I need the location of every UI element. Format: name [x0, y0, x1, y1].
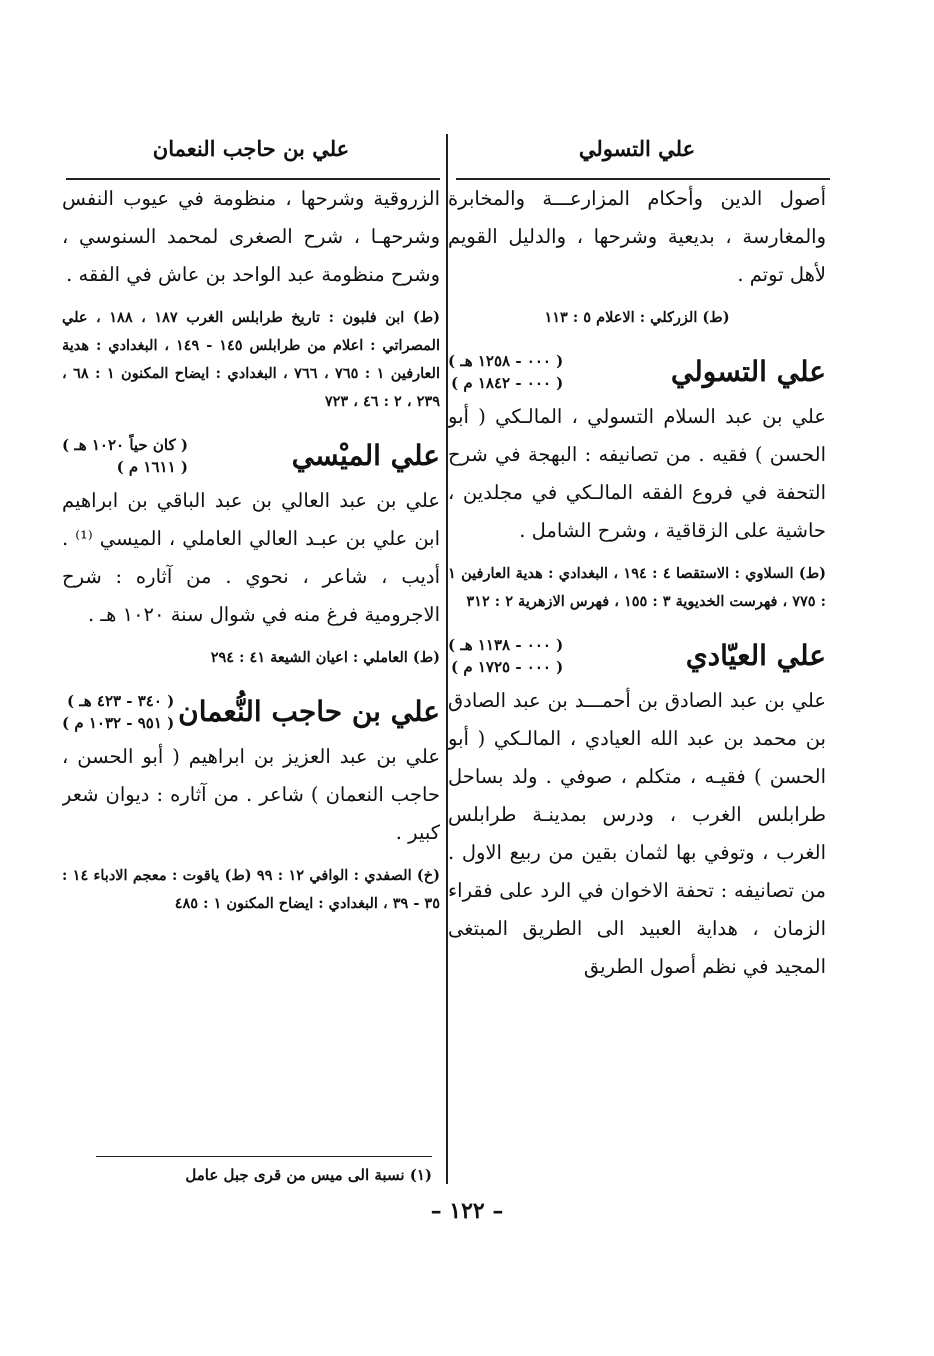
footnote: (١) نسبة الى ميس من قرى جبل عامل — [185, 1166, 432, 1184]
gregorian-date: ( ٠٠٠ - ١٧٢٥ م ) — [451, 658, 564, 676]
entry-text: علي بن عبد الصادق بن أحمـــد بن عبد الصادق بن محمد بن عبد الله العيادي ، المالـكي ( أبو الحسن ) فقيـه ، متكلم ، صوفي . ولد بساحل طرابلس الغرب ، ودرس بمدينـة طرابلس الغرب ، وتوفي بها لثمان بقين من ربيع الاول . من تصانيفه : تحفة الاخوان في الرد على فقراء الزمان ، هداية العبيد الى الطريق المبتغى المجيد في نظم أصول الطريق — [448, 689, 826, 978]
left-running-header: علي بن حاجب النعمان — [152, 136, 350, 161]
entry-name: علي الميْسي — [291, 439, 440, 472]
entry-name: علي بن حاجب النُّعمان — [178, 695, 440, 728]
footnote-rule — [96, 1156, 432, 1157]
hijri-date: ( كان حياً ١٠٢٠ هـ ) — [62, 436, 188, 454]
entry-heading-ayyadi — [448, 634, 826, 678]
hijri-date: ( ٠٠٠ - ١١٣٨ هـ ) — [448, 636, 564, 654]
entry-text: علي بن عبد العزيز بن ابراهيم ( أبو الحسن ، حاجب النعمان ) شاعر . من آثاره : ديوان شعر كبير . — [62, 745, 440, 844]
right-intro-text: أصول الدين وأحكام المزارعـــة والمخابرة والمغارسة ، بديعية وشرحها ، والدليل القويم لأهل توتم . — [448, 187, 826, 286]
entry-dates — [62, 434, 188, 478]
entry-dates — [62, 690, 174, 734]
gregorian-date: ( ٩٥١ - ١٠٣٢ م ) — [62, 714, 175, 732]
left-intro-text: الزروقية وشرحها ، منظومة في عيوب النفس وشرحهـا ، شرح الصغرى لمحمد السنوسي ، وشرح منظومة عبد الواحد بن عاش في الفقه . — [62, 187, 440, 286]
page-number: – ١٢٢ – — [430, 1198, 504, 1224]
right-intro-reference: (ط) الزركلي : الاعلام ٥ : ١١٣ — [544, 309, 730, 326]
entry-dates — [448, 350, 563, 394]
entry-heading-tasuli — [448, 350, 826, 394]
entry-heading-hajib-numan — [62, 690, 440, 734]
right-running-header: علي التسولي — [578, 136, 696, 161]
gregorian-date: ( ١٦١١ م ) — [116, 458, 188, 476]
entry-reference: (خ) الصفدي : الوافي ١٢ : ٩٩ (ط) ياقوت : معجم الادباء ١٤ : ٣٥ - ٣٩ ، البغدادي : ايضاح المكنون ١ : ٤٨٥ — [62, 867, 440, 912]
left-intro-reference: (ط) ابن فلبون : تاريخ طرابلس الغرب ١٨٧ ، ١٨٨ ، علي المصراتي : اعلام من طرابلس ١٤٥ - ١٤٩ ، البغدادي : هدية العارفين ١ : ٧٦٥ ، ٧٦٦ ، البغدادي : ايضاح المكنون ١ : ٦٨ ، ٢٣٩ ، ٢ : ٤٦ ، ٧٢٣ — [62, 309, 440, 410]
entry-name: علي التسولي — [670, 355, 826, 388]
entry-name: علي العيّادي — [685, 639, 826, 672]
entry-heading-maysi — [62, 434, 440, 478]
hijri-date: ( ٣٤٠ - ٤٢٣ هـ ) — [67, 692, 175, 710]
gregorian-date: ( ٠٠٠ - ١٨٤٢ م ) — [451, 374, 564, 392]
entry-dates — [448, 634, 563, 678]
entry-reference: (ط) السلاوي : الاستقصا ٤ : ١٩٤ ، البغدادي : هدية العارفين ١ : ٧٧٥ ، فهرست الخديوية ٣ : ١٥٥ ، فهرس الازهرية ٢ : ٣١٢ — [448, 565, 826, 610]
right-column — [448, 128, 826, 1158]
left-column — [62, 128, 440, 1158]
entry-reference: (ط) العاملي : اعيان الشيعة ٤١ : ٢٩٤ — [210, 649, 440, 666]
entry-text: علي بن عبد السلام التسولي ، المالـكي ( أبو الحسن ) فقيه . من تصانيفه : البهجة في شرح التحفة في فروع الفقه المالـكي في مجلدين ، حاشية على الزقاقية ، وشرح الشامل . — [448, 405, 826, 542]
hijri-date: ( ٠٠٠ - ١٢٥٨ هـ ) — [448, 352, 564, 370]
entry-text: علي بن عبد العالي بن عبد الباقي بن ابراهيم ابن علي بن عبـد العالي العاملي ، الميسي ⁽¹⁾ . أديب ، شاعر ، نحوي . من آثاره : شرح الاجرومية فرغ منه في شوال سنة ١٠٢٠ هـ . — [62, 489, 440, 626]
